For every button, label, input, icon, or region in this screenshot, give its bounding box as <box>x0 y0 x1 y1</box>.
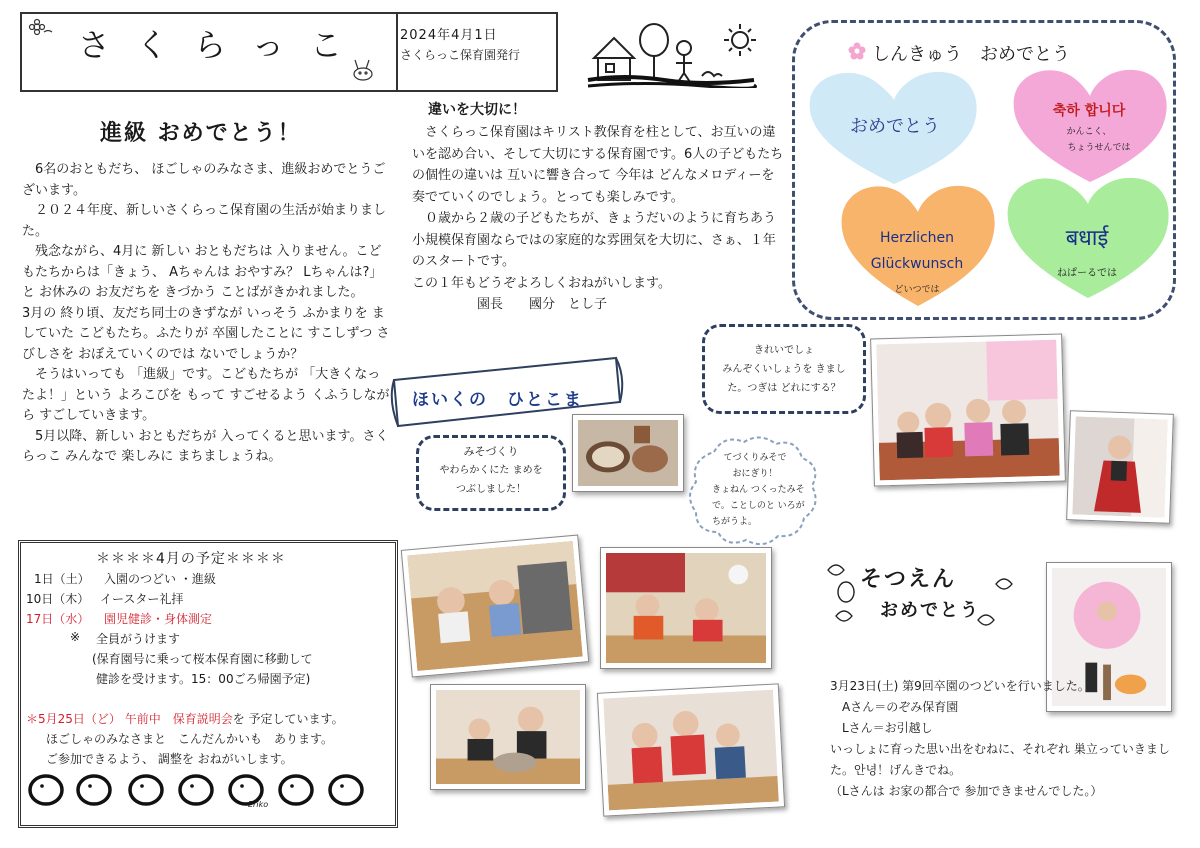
briefing-notice <box>26 710 344 727</box>
publisher: さくらっこ保育園発行 <box>400 48 521 62</box>
schedule-note: 健診を受けます。15：00ごろ帰園予定) <box>96 672 311 686</box>
schedule-date: 17日（水） <box>26 612 90 626</box>
onigiri-text <box>712 450 798 482</box>
article-paragraph: 6名のおともだち、 ほごしゃのみなさま、進級おめでとうございます。 <box>22 162 386 198</box>
briefing-notice-2: ほごしゃのみなさまと こんだんかいも あります。 <box>46 732 334 746</box>
heart-green-text: बधाई <box>1065 226 1109 251</box>
onigiri-line: で。ことしのと いろが <box>712 501 805 511</box>
shinkyu-heading: 進級 おめでとう！ <box>100 121 302 146</box>
kirei-line: みんぞくいしょうを きまし <box>722 364 846 375</box>
article-paragraph: この１年もどうぞよろしくおねがいします。 <box>412 275 671 291</box>
heart-pink-sub1: かんこく、 <box>1066 127 1112 137</box>
article-paragraph: 3月の 終り頃、友だち同士のきずなが いっそう ふかまりを ましていた こどもたち。ふたりが 卒園したことに すこしずつ さびしさを おぼえていくのでは ないでしょうか？ <box>22 305 390 362</box>
miso-text: つぶしました！ <box>456 484 526 495</box>
miso-photo <box>572 414 684 492</box>
house-tree-sun-illustration <box>584 18 760 92</box>
schedule-event: イースター礼拝 <box>100 592 184 606</box>
onigiri-lines <box>712 482 812 530</box>
sotsuen-line: Lさん＝お引越し <box>830 721 933 735</box>
kirei-line: た。つぎは どれにする？ <box>727 383 841 394</box>
heart-pink-sub2: ちょうせんでは <box>1067 143 1131 153</box>
schedule-note: 全員がうけます <box>96 632 181 646</box>
onigiri-title: おにぎり！ <box>732 469 778 479</box>
sotsuen-title-1: そつえん <box>860 567 957 592</box>
schedule-heading: ＊＊＊＊4月の予定＊＊＊＊ <box>96 551 286 567</box>
miso-making-photo-3 <box>430 684 586 790</box>
miso-making-photo-4 <box>597 683 785 816</box>
rabbit-doodle-icon <box>348 58 378 86</box>
sotsuen-line: （Lさんは お家の都合で 参加できませんでした。） <box>830 784 1103 798</box>
schedule-event: 入園のつどい ・進級 <box>104 572 216 586</box>
sotsuen-body <box>830 676 1190 802</box>
title-divider <box>396 14 398 90</box>
chigai-heading: 違いを大切に！ <box>428 102 526 118</box>
costume-group-photo <box>870 334 1066 487</box>
article-paragraph: 残念ながら、4月に 新しい おともだちは 入りません。こどもたちからは「きょう、 Aちゃんは おやすみ？ Lちゃんは?」と お休みの お友だちを きづかう ことばがきかれました。 <box>22 244 383 300</box>
schedule-note: (保育園号に乗って桜本保育園に移動して <box>92 652 313 666</box>
briefing-rest: を 予定しています。 <box>232 712 344 726</box>
hoiku-banner-text: ほいくの ひとこま <box>412 390 583 410</box>
schedule-event: 園児健診・身体測定 <box>104 612 213 626</box>
miso-title: みそづくり <box>463 445 519 458</box>
flower-icon <box>848 42 866 64</box>
sotsuen-line: 3月23日(土) 第9回卒園のつどいを行いました。 <box>830 679 1090 693</box>
sotsuen-title-2: おめでとう <box>880 600 980 621</box>
briefing-notice-3: ご参加できるよう、 調整を おねがいします。 <box>46 752 293 766</box>
flower-doodle-icon <box>28 18 54 44</box>
kirei-title: きれいでしょ <box>754 345 814 356</box>
article-paragraph: さくらっこ保育園はキリスト教保育を柱として、お互いの違いを認め合い、そして大切にする保育園です。6人の子どもたちの個性の違いは 互いに響き合って 今年は どんなメロディーを奏でていくのでしょう。とっても楽しみです。 <box>412 125 784 205</box>
costume-single-photo <box>1066 410 1174 524</box>
heart-orange-text1: Herzlichen <box>879 230 955 246</box>
issue-date: 2024年4月1日 <box>400 28 498 43</box>
miso-making-photo-1 <box>401 534 589 677</box>
artist-signature: Eriko <box>248 800 269 809</box>
article-paragraph: そうはいっても 「進級」です。こどもたちが 「大きくなったよ！」という よろこびを もって すごせるよう くふうしながら すごしていきます。 <box>22 367 390 423</box>
schedule-date: 1日（土） <box>34 572 90 586</box>
miso-making-photo-2 <box>600 547 772 669</box>
article-paragraph: ０歳から２歳の子どもたちが、きょうだいのように育ちあう小規模保育園ならではの家庭的な雰囲気を大切に、さぁ、１年のスタートです。 <box>412 211 777 269</box>
heart-pink-text: 축하 합니다 <box>1052 103 1126 119</box>
briefing-date: ＊5月25日（ど） 午前中 保育説明会 <box>26 712 233 726</box>
shinkyu-panel-title: しんきゅう おめでとう <box>872 44 1070 65</box>
heart-orange-text2: Glückwunsch <box>870 256 964 272</box>
sotsuen-line: Aさん＝のぞみ保育園 <box>830 700 959 714</box>
heart-green-sub: ねぱーるでは <box>1057 268 1117 279</box>
chick-border-illustration <box>24 768 374 814</box>
sotsuen-line: いっしょに育った思い出をむねに、それぞれ 巣立っていきました。안녕！げんきでね。 <box>830 742 1170 777</box>
schedule-note-mark: ※ <box>70 630 81 644</box>
schedule-date: 10日（木） <box>26 592 90 606</box>
onigiri-line: ちがうよ。 <box>712 517 758 527</box>
kirei-card <box>702 324 866 414</box>
shinkyu-article-body <box>22 160 392 468</box>
article-paragraph: ２０２４年度、新しいさくらっこ保育園の生活が始まりました。 <box>22 203 387 239</box>
miso-card <box>416 435 566 511</box>
chigai-article-body <box>412 122 784 316</box>
newsletter-title: さくらっこ <box>78 26 369 64</box>
miso-text: やわらかくにた まめを <box>439 465 543 476</box>
onigiri-title: てづくりみそで <box>723 453 787 463</box>
onigiri-line: きょねん つくったみそ <box>712 485 805 495</box>
heart-blue-text: おめでとう <box>850 116 940 137</box>
article-paragraph: 園長 國分 とし子 <box>412 297 608 312</box>
heart-orange-sub: どいつでは <box>894 285 940 295</box>
article-paragraph: 5月以降、新しい おともだちが 入ってくると思います。さくらっこ みんなで 楽しみに まちましょうね。 <box>22 428 389 464</box>
